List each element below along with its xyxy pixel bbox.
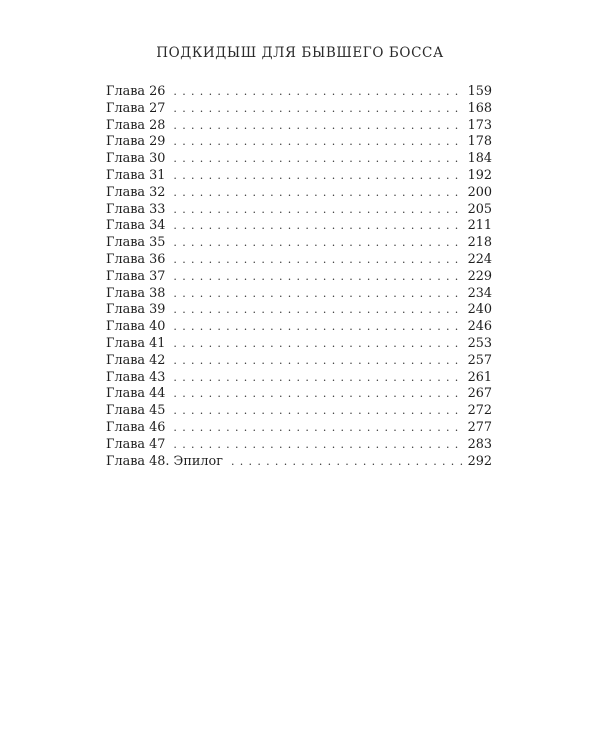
toc-entry xyxy=(106,84,492,101)
toc-entry-title: Глава 42 xyxy=(106,352,166,368)
toc-entry-title: Глава 44 xyxy=(106,386,166,402)
toc-entry-page-number: 240 xyxy=(467,302,492,318)
toc-entry xyxy=(106,269,492,286)
toc-entry xyxy=(106,302,492,319)
dot-leader xyxy=(173,286,462,303)
toc-entry-title: Глава 46 xyxy=(106,419,166,435)
running-title: ПОДКИДЫШ ДЛЯ БЫВШЕГО БОССА xyxy=(156,45,444,61)
toc-entry-page-number: 192 xyxy=(467,167,492,183)
toc-entry-title: Глава 37 xyxy=(106,268,166,284)
dot-leader xyxy=(173,218,462,235)
dot-leader xyxy=(173,319,462,336)
toc-entry xyxy=(106,403,492,420)
toc-entry xyxy=(106,218,492,235)
toc-entry xyxy=(106,118,492,135)
toc-entry xyxy=(106,386,492,403)
toc-entry xyxy=(106,252,492,269)
dot-leader xyxy=(173,336,462,353)
dot-leader xyxy=(173,151,462,168)
toc-entry-title: Глава 26 xyxy=(106,84,166,99)
toc-entry-page-number: 173 xyxy=(467,117,492,133)
toc-entry-page-number: 267 xyxy=(467,386,492,402)
toc-entry-page-number: 184 xyxy=(467,151,492,167)
dot-leader xyxy=(173,252,462,269)
dot-leader xyxy=(173,84,462,101)
dot-leader xyxy=(173,134,462,151)
toc-entry-title: Глава 47 xyxy=(106,436,166,452)
toc-entry-page-number: 277 xyxy=(467,419,492,435)
toc-entry-title: Глава 31 xyxy=(106,167,166,183)
toc-entry-title: Глава 28 xyxy=(106,117,166,133)
dot-leader xyxy=(173,353,462,370)
toc-entry xyxy=(106,420,492,437)
toc-entry-title: Глава 30 xyxy=(106,151,166,167)
toc-entry-title: Глава 33 xyxy=(106,201,166,217)
toc-entry xyxy=(106,101,492,118)
toc-entry-title: Глава 48. Эпилог xyxy=(106,453,223,469)
dot-leader xyxy=(173,437,462,454)
toc-entry-title: Глава 35 xyxy=(106,235,166,251)
toc-entry xyxy=(106,319,492,336)
toc-entry xyxy=(106,353,492,370)
toc-entry-title: Глава 45 xyxy=(106,403,166,419)
toc-entry xyxy=(106,202,492,219)
toc-entry-page-number: 246 xyxy=(467,319,492,335)
dot-leader xyxy=(173,403,462,420)
toc-entry-page-number: 205 xyxy=(467,201,492,217)
toc-entry xyxy=(106,336,492,353)
dot-leader xyxy=(173,386,462,403)
toc-entry-page-number: 211 xyxy=(467,218,492,234)
toc-entry xyxy=(106,454,492,471)
toc-entry xyxy=(106,185,492,202)
toc-entry-title: Глава 43 xyxy=(106,369,166,385)
dot-leader xyxy=(173,370,462,387)
dot-leader xyxy=(173,302,462,319)
toc-entry-page-number: 272 xyxy=(467,403,492,419)
dot-leader xyxy=(173,101,462,118)
dot-leader xyxy=(173,168,462,185)
toc-entry-page-number: 292 xyxy=(467,453,492,469)
toc-entry-page-number: 159 xyxy=(467,84,492,99)
toc-entry xyxy=(106,370,492,387)
toc-entry-page-number: 200 xyxy=(467,184,492,200)
toc-entry-page-number: 229 xyxy=(467,268,492,284)
toc-entry-title: Глава 32 xyxy=(106,184,166,200)
toc-entry-title: Глава 38 xyxy=(106,285,166,301)
dot-leader xyxy=(173,420,462,437)
toc-entry-title: Глава 40 xyxy=(106,319,166,335)
toc-entry xyxy=(106,168,492,185)
dot-leader xyxy=(173,269,462,286)
dot-leader xyxy=(231,454,463,471)
toc-entry-title: Глава 34 xyxy=(106,218,166,234)
toc-entry-page-number: 224 xyxy=(467,251,492,267)
table-of-contents xyxy=(106,84,492,470)
dot-leader xyxy=(173,118,462,135)
toc-entry-page-number: 168 xyxy=(467,100,492,116)
dot-leader xyxy=(173,185,462,202)
toc-entry-page-number: 178 xyxy=(467,134,492,150)
toc-entry-title: Глава 27 xyxy=(106,100,166,116)
dot-leader xyxy=(173,202,462,219)
dot-leader xyxy=(173,235,462,252)
toc-entry xyxy=(106,151,492,168)
toc-entry-title: Глава 36 xyxy=(106,251,166,267)
toc-entry-page-number: 261 xyxy=(467,369,492,385)
toc-entry xyxy=(106,235,492,252)
toc-entry xyxy=(106,134,492,151)
toc-entry-page-number: 253 xyxy=(467,335,492,351)
toc-entry-title: Глава 39 xyxy=(106,302,166,318)
toc-entry-page-number: 283 xyxy=(467,436,492,452)
toc-entry xyxy=(106,286,492,303)
toc-entry-page-number: 257 xyxy=(467,352,492,368)
toc-entry-title: Глава 41 xyxy=(106,335,166,351)
toc-entry-page-number: 218 xyxy=(467,235,492,251)
toc-entry xyxy=(106,437,492,454)
toc-entry-title: Глава 29 xyxy=(106,134,166,150)
toc-entry-page-number: 234 xyxy=(467,285,492,301)
